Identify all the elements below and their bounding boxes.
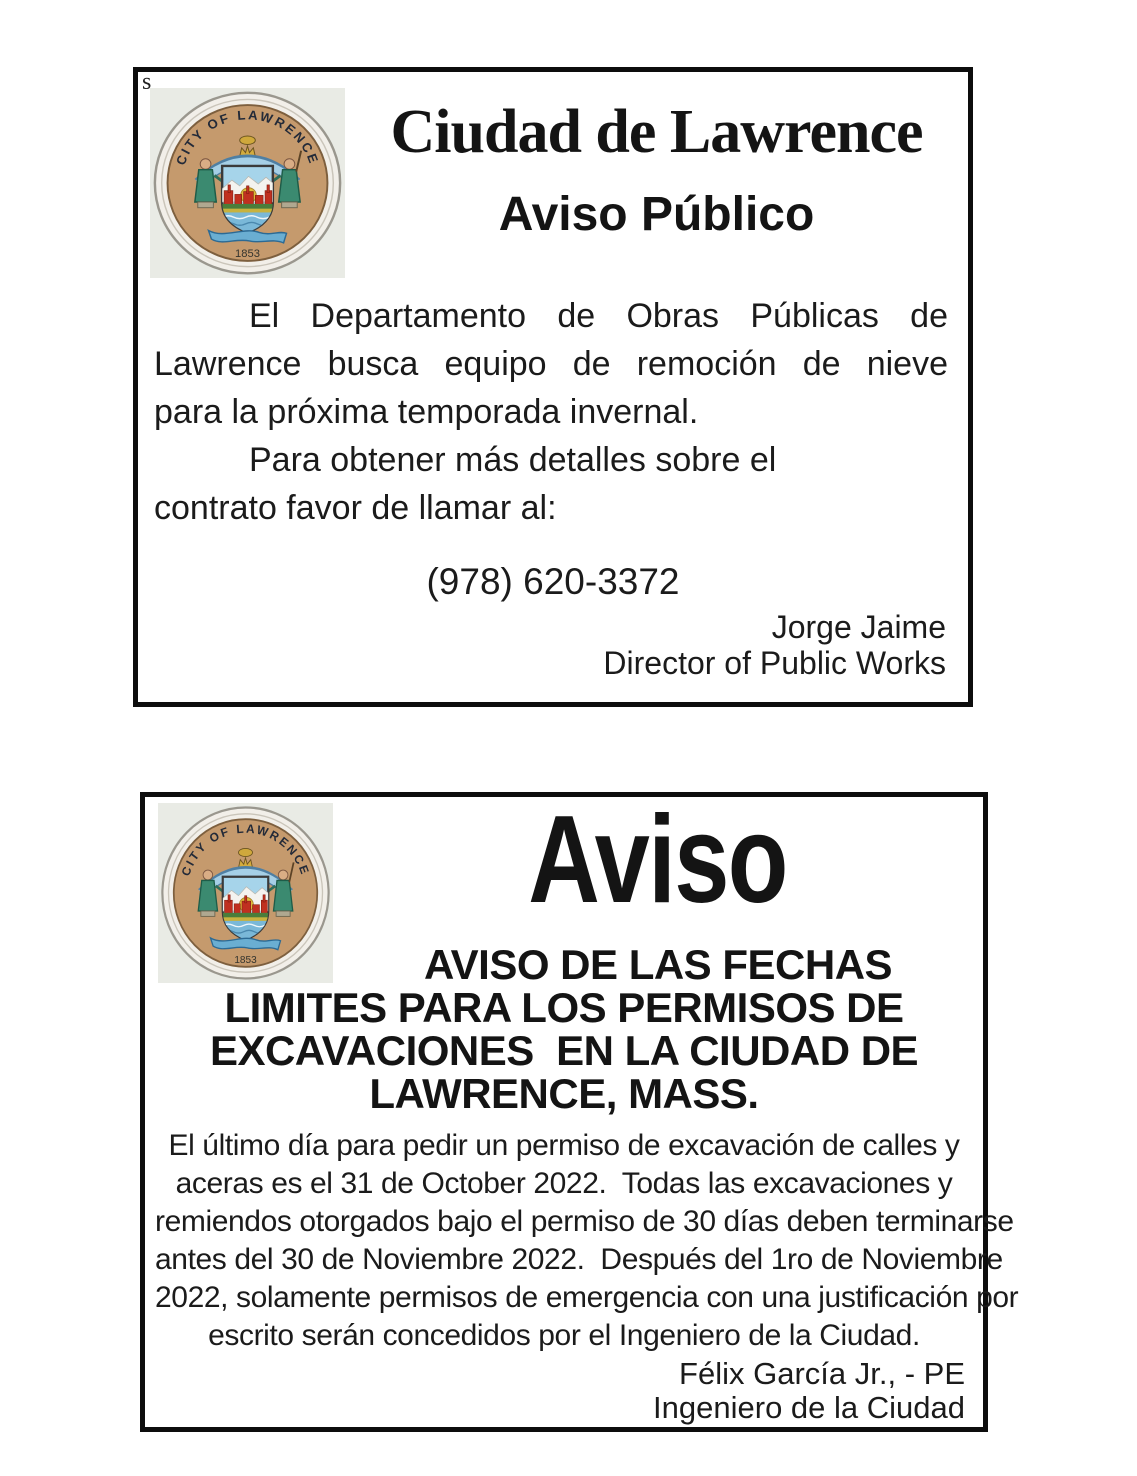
public-notice-box-2 xyxy=(140,791,1019,1432)
notice1-subtitle: Aviso Público xyxy=(498,188,815,241)
notice2-signature xyxy=(145,1357,965,1425)
heading-line: AVISO DE LAS FECHAS xyxy=(423,941,893,988)
body-line: El último día para pedir un permiso de excavación de calles y xyxy=(168,1129,960,1162)
heading-line: EXCAVACIONES EN LA CIUDAD DE xyxy=(209,1027,919,1074)
body-line: Para obtener más detalles sobre el xyxy=(249,441,777,479)
body-line: antes del 30 de Noviembre 2022. Después del 1ro de Noviembre xyxy=(155,1243,1003,1276)
body-line: contrato favor de llamar al: xyxy=(154,489,557,527)
heading-line: LIMITES PARA LOS PERMISOS DE xyxy=(224,984,904,1031)
body-line: aceras es el 31 de October 2022. Todas las excavaciones y xyxy=(175,1167,953,1200)
notice1-signature xyxy=(138,609,946,681)
body-line: escrito serán concedidos por el Ingeniero de la Ciudad. xyxy=(208,1319,920,1352)
signature-title: Ingeniero de la Ciudad xyxy=(653,1390,965,1425)
notice2-body xyxy=(155,1127,1019,1355)
body-line: 2022, solamente permisos de emergencia con una justificación por xyxy=(155,1281,1019,1314)
body-line: remiendos otorgados bajo el permiso de 30 días deben terminarse xyxy=(155,1205,1014,1238)
signature-title: Director of Public Works xyxy=(603,645,946,681)
city-seal-image xyxy=(150,88,345,278)
body-line: El Departamento de Obras Públicas de xyxy=(249,297,948,335)
notice1-phone-number: (978) 620-3372 xyxy=(426,561,680,602)
notice2-title: Aviso xyxy=(528,791,788,929)
notice1-title: Ciudad de Lawrence xyxy=(390,98,923,166)
signature-name: Jorge Jaime xyxy=(771,609,946,645)
body-line: para la próxima temporada invernal. xyxy=(154,393,699,431)
public-notice-box-1 xyxy=(133,67,973,707)
stray-character: s xyxy=(142,69,152,95)
city-seal-image xyxy=(158,803,333,983)
notice1-body xyxy=(154,292,948,532)
signature-name: Félix García Jr., - PE xyxy=(679,1356,965,1391)
heading-line: LAWRENCE, MASS. xyxy=(369,1070,759,1117)
body-line: Lawrence busca equipo de remoción de nieve xyxy=(154,345,948,383)
